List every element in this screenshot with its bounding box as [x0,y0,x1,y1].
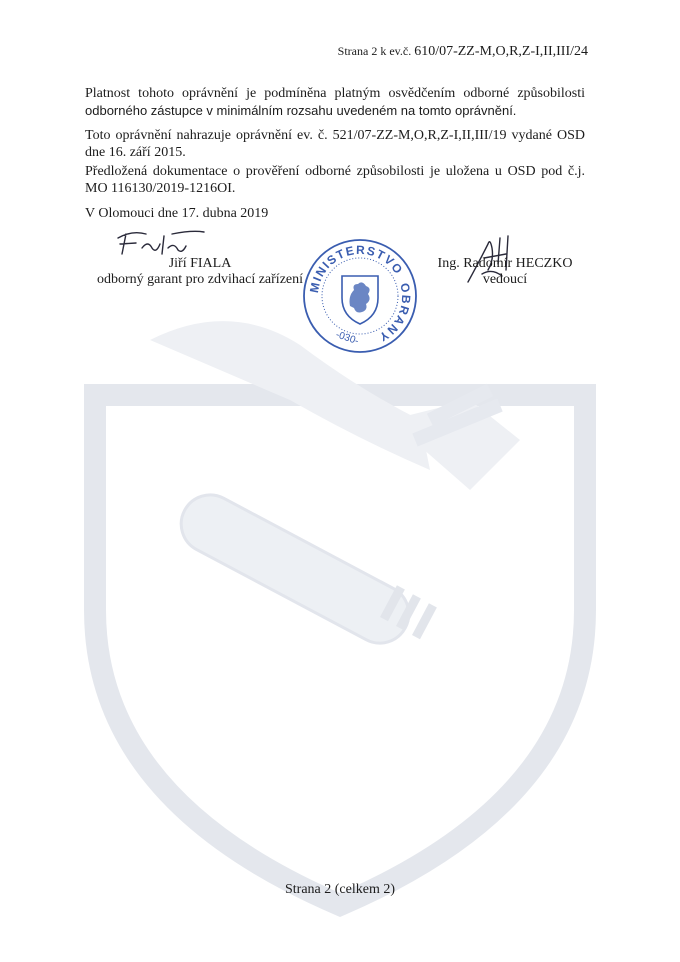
signatory-right-name: Ing. Radomír HECZKO [437,256,573,271]
official-stamp [300,236,420,356]
signatory-right [430,256,580,288]
stamp-bottom-text: OBRANY [375,281,414,345]
signatory-left [85,256,315,288]
documentation-paragraph: Předložená dokumentace o prověření odborné způsobilosti je uložena u OSD pod č.j. MO 116130/2019-1216OI. [85,164,585,196]
validity-paragraph [85,85,585,120]
place-and-date: V Olomouci dne 17. dubna 2019 [85,206,269,221]
validity-text-line1: Platnost tohoto oprávnění je podmíněna platným osvědčením odborné způsobilosti [85,86,585,101]
signatory-right-role: vedoucí [482,272,528,287]
stamp-number: -030- [334,329,360,348]
stamp-top-text: MINISTERSTVO [306,242,407,294]
svg-text:OBRANY [376,282,413,345]
validity-text-line2: odborného zástupce v minimálním rozsahu uvedeném na tomto oprávnění. [85,103,517,118]
page-footer: Strana 2 (celkem 2) [284,882,395,897]
signatory-left-role: odborný garant pro zdvihací zařízení [96,272,304,287]
signature-fiala-icon [112,226,207,260]
header-prefix: Strana 2 k ev.č. [337,44,412,58]
header-reference-number: 610/07-ZZ-M,O,R,Z-I,II,III/24 [414,44,588,59]
signatory-left-name: Jiří FIALA [168,256,232,271]
replacement-paragraph: Toto oprávnění nahrazuje oprávnění ev. č. 521/07-ZZ-M,O,R,Z-I,II,III/19 vydané OSD dne 16. září 2015. [85,128,585,160]
page-reference-header [338,44,588,60]
